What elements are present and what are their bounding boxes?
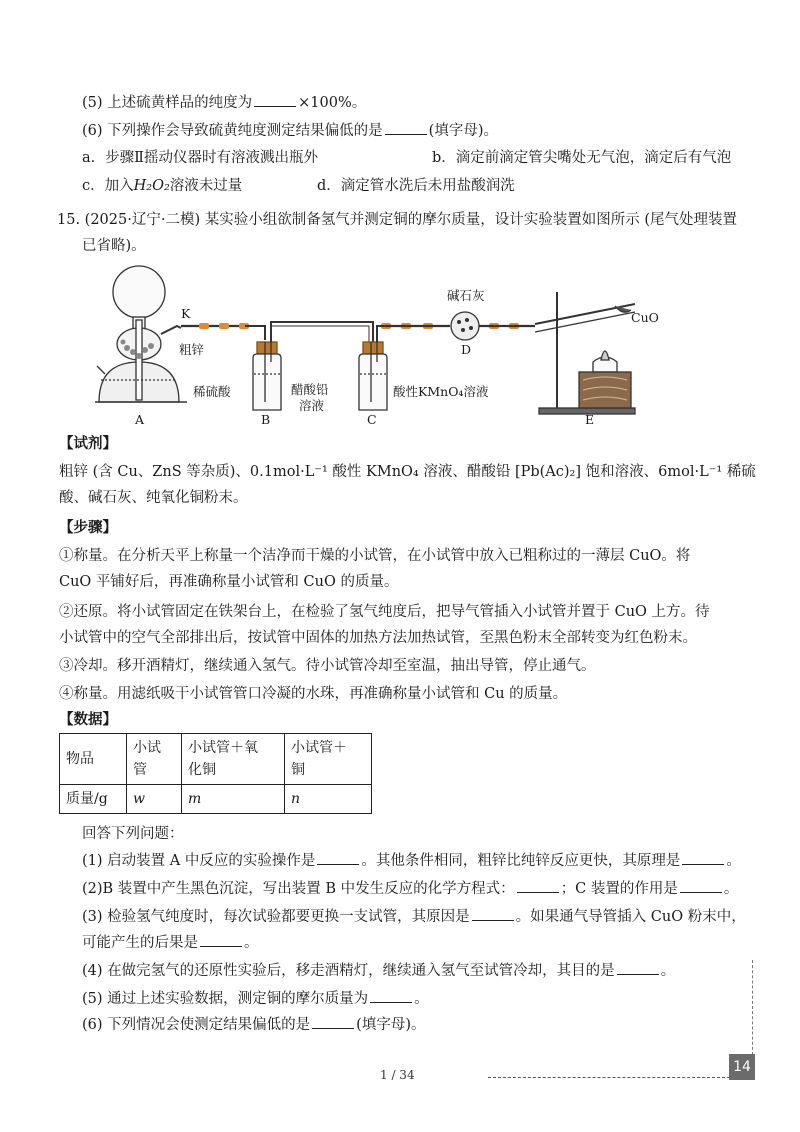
step-4: ④称量。用滤纸吸干小试管管口冷凝的水珠，再准确称量小试管和 Cu 的质量。 [59,686,568,702]
th-tube-l1: 小试 [133,740,161,756]
step-1b: CuO 平铺好后，再准确称量小试管和 CuO 的质量。 [59,574,399,590]
label-acid: 稀硫酸 [193,384,231,399]
q6-end: (填字母)。 [356,1017,426,1033]
label-b: B [261,412,271,427]
label-c: C [367,412,377,427]
data-table [59,733,372,814]
option-c-formula: H₂O₂ [133,178,170,194]
q5-text: (5) 通过上述实验数据，测定铜的摩尔质量为 [82,991,369,1007]
question-15-title: 15. (2025·辽宁·二模) 某实验小组欲制备氢气并测定铜的摩尔质量，设计实验装置如图所示 (尾气处理装置 [57,212,737,228]
cell-m: m [182,785,285,814]
q6-text: (6) 下列情况会使测定结果偏低的是 [82,1017,311,1033]
margin-dashed-line [752,960,753,1055]
option-b: b．滴定前滴定管尖嘴处无气泡，滴定后有气泡 [432,150,732,166]
answer-blank[interactable] [385,120,427,135]
apparatus-diagram [95,262,675,432]
th-tube [127,734,182,785]
question-3a [82,906,746,927]
label-kmno4: 酸性KMnO₄溶液 [393,384,489,399]
th-item: 物品 [60,734,127,785]
step-3: ③冷却。移开酒精灯，继续通入氢气。待小试管冷却至室温，抽出导管，停止通气。 [59,658,596,674]
label-d: D [461,342,472,357]
q2-text-2: ；C 装置的作用是 [560,881,678,897]
q4-end: 。 [660,963,676,979]
th-tube-l2: 管 [133,762,147,778]
prev-q6-text: (6) 下列操作会导致硫黄纯度测定结果偏低的是 [82,123,383,139]
row-label: 质量/g [60,785,127,814]
q3-text: (3) 检验氢气纯度时，每次试验都要更换一支试管，其原因是 [82,909,470,925]
label-e: E [585,412,595,427]
th-tube-cu [285,734,372,785]
label-a: A [135,412,145,427]
option-c [82,176,242,196]
steps-header: 【步骤】 [59,519,117,536]
q3b-text: 可能产生的后果是 [82,935,198,951]
q4-text: (4) 在做完氢气的还原性实验后，移走酒精灯，继续通入氢气至试管冷却，其目的是 [82,963,615,979]
prev-q6 [82,120,498,141]
q2-text: (2)B 装置中产生黑色沉淀，写出装置 B 中发生反应的化学方程式： [82,881,515,897]
q5-end: 。 [414,991,429,1007]
table-row [60,785,372,814]
step-2b: 小试管中的空气全部排出后，按试管中固体的加热方法加热试管，至黑色粉末全部转变为红色粉末。 [59,630,697,646]
question-3b [82,932,259,953]
answer-blank[interactable] [517,878,559,893]
answer-blank[interactable] [317,850,359,865]
question-5 [82,988,429,1009]
prev-q5-text: (5) 上述硫黄样品的纯度为 [82,95,253,111]
reagents-header: 【试剂】 [59,435,117,452]
q3b-end: 。 [244,935,259,951]
label-pb-acetate: 醋酸铅 [291,382,329,397]
prev-q5 [82,92,366,113]
th-tube-cuo-l2: 化铜 [188,762,216,778]
th-tube-cuo [182,734,285,785]
answer-blank[interactable] [312,1014,354,1029]
answer-blank[interactable] [680,878,722,893]
reagents-line-2: 酸、碱石灰、纯氧化铜粉末。 [59,490,248,506]
question-6 [82,1014,425,1035]
cell-n: n [285,785,372,814]
page-badge: 14 [729,1054,755,1080]
footer-dashed-line [488,1077,730,1078]
answer-blank[interactable] [617,960,659,975]
bottle-b [253,354,281,410]
question-15-title-cont: 已省略)。 [82,238,146,254]
drying-tube-d [451,312,479,340]
th-tube-cu-l1: 小试管＋ [291,740,347,756]
data-header: 【数据】 [59,711,117,728]
kipp-top-bulb [113,266,165,318]
label-zinc: 粗锌 [179,342,205,357]
prev-q5-suffix: ×100%。 [298,95,367,111]
answer-blank[interactable] [254,92,296,107]
page-number: 1 / 34 [380,1068,415,1082]
table-header-row [60,734,372,785]
question-4 [82,960,675,981]
option-c-text: c．加入 [82,178,134,194]
option-d: d．滴定管水洗后未用盐酸润洗 [317,178,515,194]
step-1a: ①称量。在分析天平上称量一个洁净而干燥的小试管，在小试管中放入已粗称过的一薄层 CuO。将 [59,548,691,564]
step-2a: ②还原。将小试管固定在铁架台上，在检验了氢气纯度后，把导气管插入小试管并置于 CuO 上方。待 [59,604,710,620]
question-1 [82,850,741,871]
prev-q6-suffix: (填字母)。 [428,123,498,139]
reagents-line-1: 粗锌 (含 Cu、ZnS 等杂质)、0.1mol·L⁻¹ 酸性 KMnO₄ 溶液、醋酸铅 [Pb(Ac)₂] 饱和溶液、6mol·L⁻¹ 稀硫 [59,464,756,480]
th-tube-cu-l2: 铜 [291,762,305,778]
answer-blank[interactable] [200,932,242,947]
label-soda-lime: 碱石灰 [447,288,485,303]
label-cuo: CuO [631,310,659,325]
answer-blank[interactable] [370,988,412,1003]
cell-w: w [127,785,182,814]
q3-text-2: 。如果通气导管插入 CuO 粉末中， [515,909,746,925]
label-pb-solution: 溶液 [299,398,325,413]
question-2 [82,878,738,899]
answer-intro: 回答下列问题： [82,826,184,842]
option-c-suffix: 溶液未过量 [169,178,243,194]
q1-text: (1) 启动装置 A 中反应的实验操作是 [82,853,316,869]
label-k: K [181,306,191,321]
bottle-c [359,354,387,410]
q1-text-2: 。其他条件相同，粗锌比纯锌反应更快，其原理是 [361,853,681,869]
option-a: a．步骤Ⅱ摇动仪器时有溶液溅出瓶外 [82,150,318,166]
th-tube-cuo-l1: 小试管＋氧 [188,740,258,756]
q1-end: 。 [726,853,741,869]
q2-end: 。 [723,881,739,897]
answer-blank[interactable] [682,850,724,865]
answer-blank[interactable] [472,906,514,921]
